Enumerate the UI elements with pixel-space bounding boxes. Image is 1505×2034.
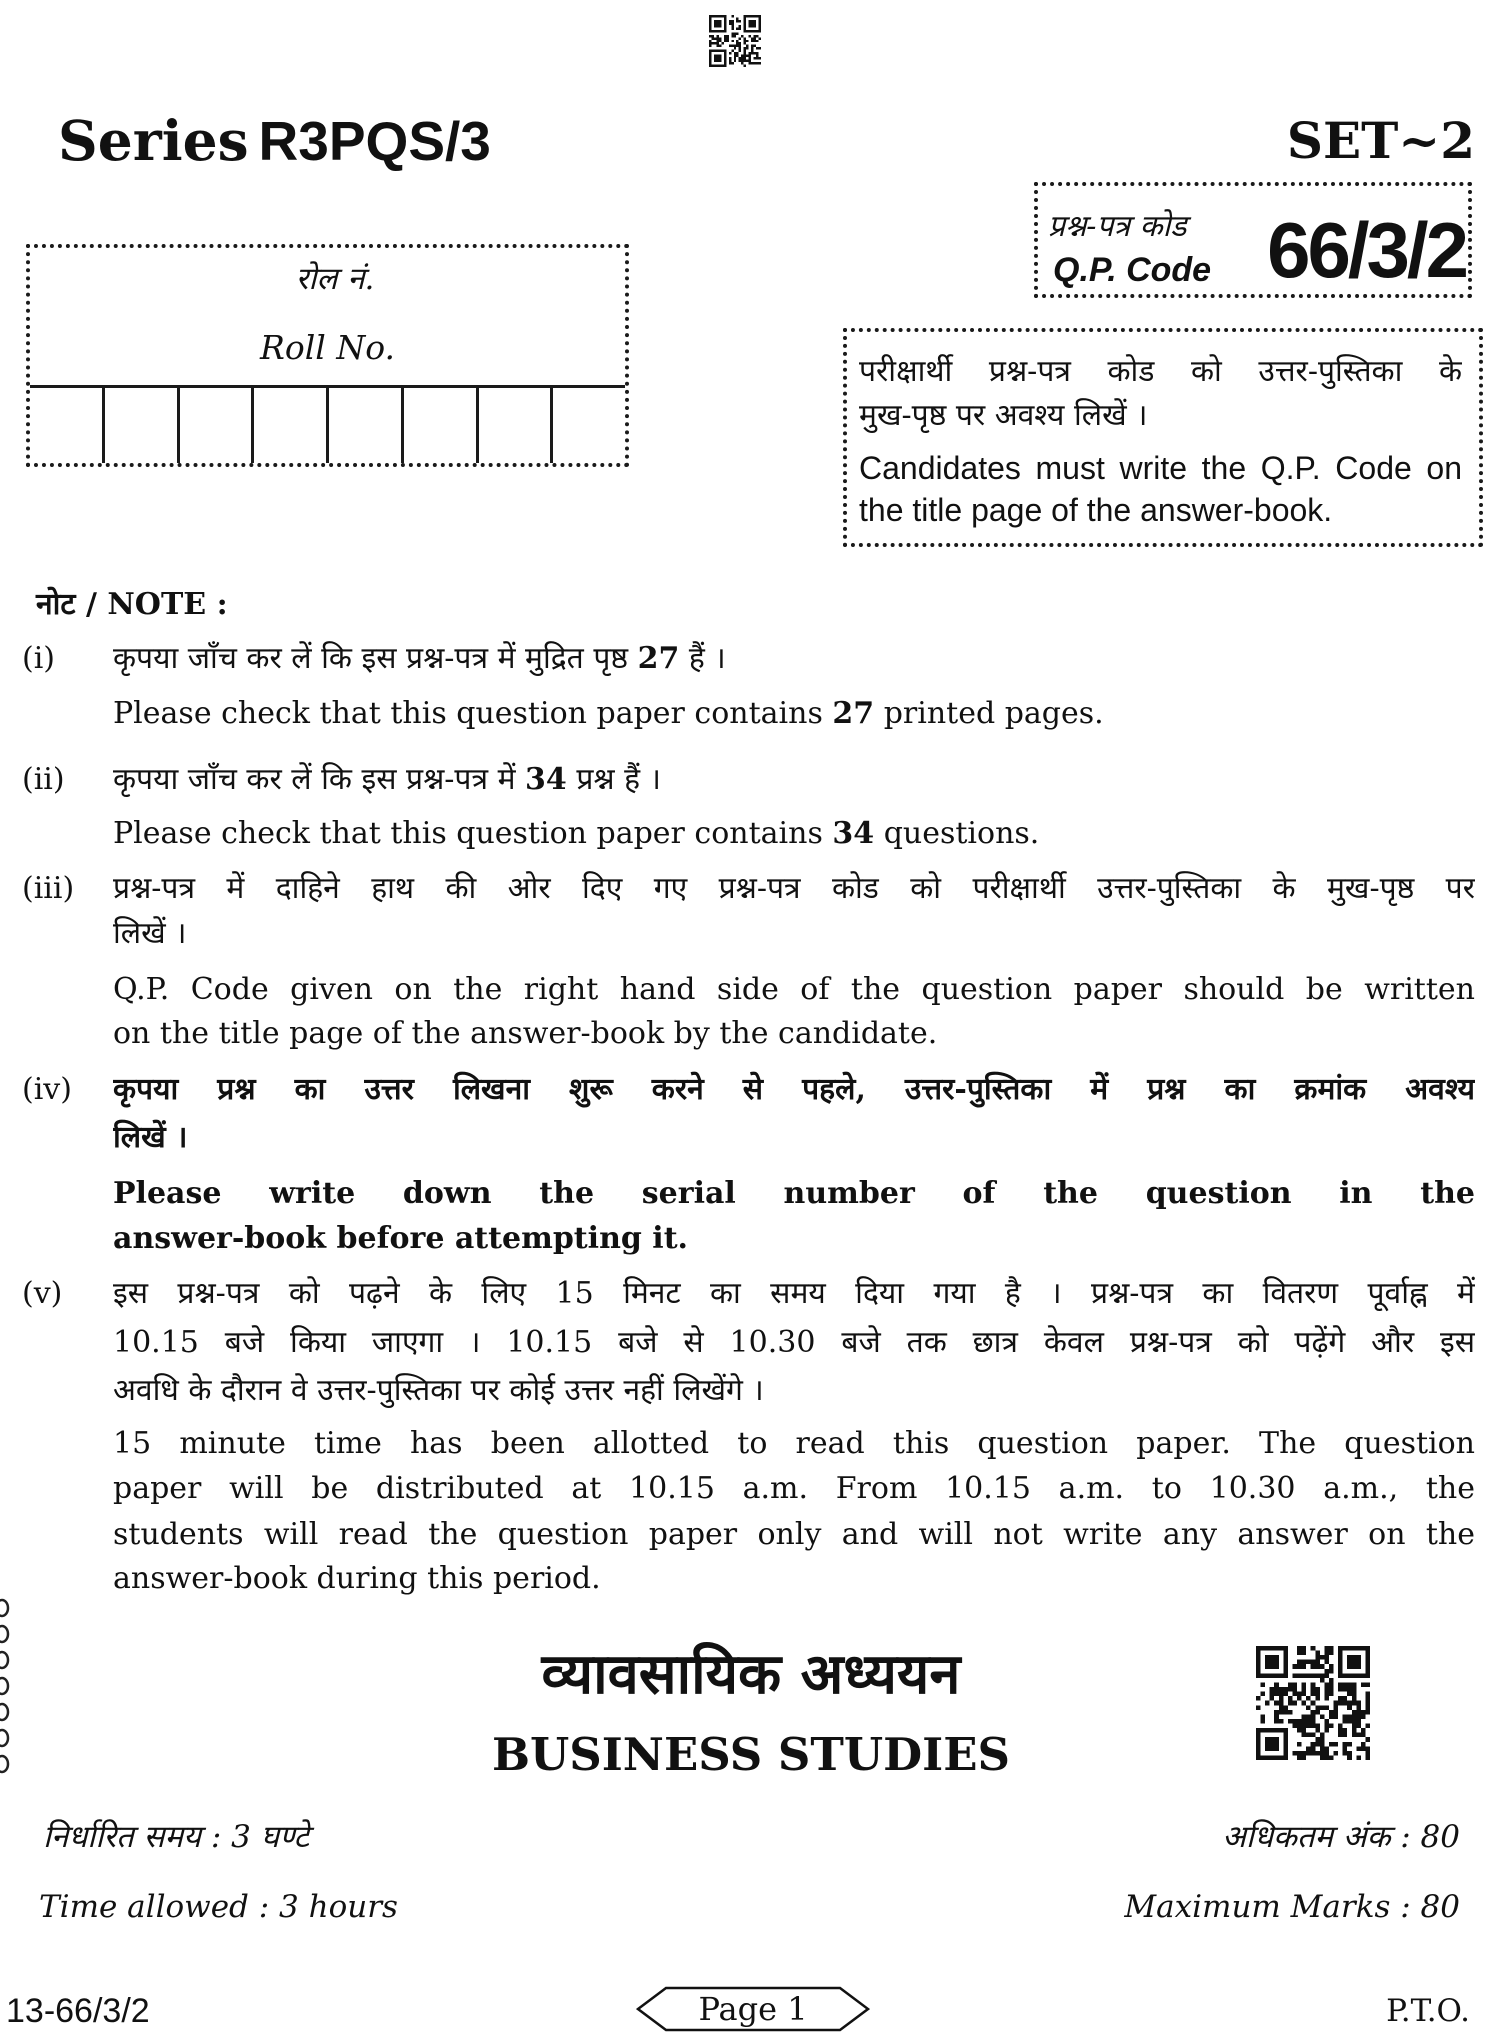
- roll-number-cells: [30, 385, 625, 463]
- page-number-badge: [636, 1986, 870, 2032]
- note-line-english: Please write down the serial number of the question in the: [113, 1176, 1475, 1211]
- note-line-english: on the title page of the answer-book by the candidate.: [113, 1016, 938, 1051]
- qp-code-label-hindi: प्रश्न-पत्र कोड: [1048, 209, 1187, 244]
- roll-number-cell: [251, 388, 326, 463]
- note-item-label: (v): [22, 1276, 63, 1311]
- roll-number-cell: [550, 388, 625, 463]
- note-item-label: (iv): [22, 1072, 72, 1107]
- note-item-label: (ii): [22, 762, 65, 797]
- candidate-notice-line-hindi: मुख-पृष्ठ पर अवश्य लिखें ।: [859, 398, 1148, 433]
- series-heading: [58, 108, 491, 174]
- note-text: कृपया जाँच कर लें कि इस प्रश्न-पत्र में मुद्रित पृष्ठ: [113, 641, 638, 676]
- pto-label: P.T.O.: [1386, 1993, 1470, 2029]
- note-line-hindi: लिखें ।: [113, 1120, 188, 1155]
- roll-number-box: [26, 244, 629, 467]
- candidate-notice-box: [843, 328, 1483, 547]
- note-line-hindi: लिखें ।: [113, 916, 187, 951]
- note-text: कृपया जाँच कर लें कि इस प्रश्न-पत्र में: [113, 762, 526, 797]
- note-text: Please check that this question paper contains: [113, 696, 833, 731]
- qp-code-box: [1034, 182, 1472, 298]
- roll-number-cell: [476, 388, 551, 463]
- note-line-english: [113, 812, 1475, 856]
- roll-number-cell: [326, 388, 401, 463]
- max-marks-hindi: अधिकतम अंक : 80: [1222, 1819, 1460, 1855]
- subject-qr-code-icon: [1256, 1646, 1370, 1760]
- note-line-hindi: [113, 758, 1475, 802]
- note-line-english: Q.P. Code given on the right hand side of the question paper should be written: [113, 972, 1475, 1007]
- note-bold-number: 34: [525, 762, 567, 797]
- note-bold-number: 27: [637, 641, 680, 676]
- note-line-hindi: प्रश्न-पत्र में दाहिने हाथ की ओर दिए गए प्रश्न-पत्र कोड को परीक्षार्थी उत्तर-पुस्तिका के मुख-पृष्ठ पर: [113, 871, 1475, 906]
- page-number: Page 1: [698, 1990, 808, 2028]
- note-line-hindi: कृपया प्रश्न का उत्तर लिखना शुरू करने से पहले, उत्तर-पुस्तिका में प्रश्न का क्रमांक अवश्य: [113, 1072, 1475, 1107]
- roll-number-label-hindi: रोल नं.: [295, 261, 375, 297]
- subject-title: BUSINESS STUDIES: [491, 1728, 1011, 1781]
- note-text: printed pages.: [874, 696, 1104, 731]
- note-text: हैं ।: [679, 641, 726, 676]
- max-marks: Maximum Marks : 80: [1124, 1889, 1460, 1925]
- note-line-english: 15 minute time has been allotted to read this question paper. The question: [113, 1426, 1475, 1461]
- set-number: SET~2: [1286, 111, 1475, 170]
- qp-code-value: 66/3/2: [1267, 206, 1466, 294]
- candidate-notice-line-hindi: परीक्षार्थी प्रश्न-पत्र कोड को उत्तर-पुस्तिका के: [859, 354, 1462, 389]
- note-line-english: paper will be distributed at 10.15 a.m. From 10.15 a.m. to 10.30 a.m., the: [113, 1471, 1475, 1506]
- qp-code-label: Q.P. Code: [1053, 251, 1212, 289]
- paper-code-footer: 13-66/3/2: [6, 1992, 150, 2030]
- note-text: questions.: [874, 816, 1040, 851]
- candidate-notice-line: Candidates must write the Q.P. Code on: [859, 450, 1462, 486]
- note-line-hindi: इस प्रश्न-पत्र को पढ़ने के लिए 15 मिनट का समय दिया गया है । प्रश्न-पत्र का वितरण पूर्वाह्न में: [113, 1276, 1475, 1311]
- note-line-hindi: अवधि के दौरान वे उत्तर-पुस्तिका पर कोई उत्तर नहीं लिखेंगे ।: [113, 1373, 764, 1408]
- top-qr-code-icon: [709, 15, 761, 67]
- series-label: Series: [58, 108, 249, 173]
- roll-number-cell: [177, 388, 252, 463]
- note-item-label: (iii): [22, 871, 75, 906]
- roll-number-cell: [102, 388, 177, 463]
- note-line-hindi: [113, 637, 1475, 681]
- roll-number-cell: [30, 388, 102, 463]
- roll-number-cell: [401, 388, 476, 463]
- note-text: Please check that this question paper contains: [113, 816, 833, 851]
- candidate-notice-line: the title page of the answer-book.: [859, 492, 1333, 528]
- series-code: R3PQS/3: [258, 110, 491, 172]
- note-text: प्रश्न हैं ।: [566, 762, 661, 797]
- subject-title-hindi: व्यावसायिक अध्ययन: [541, 1641, 961, 1707]
- time-allowed: Time allowed : 3 hours: [39, 1889, 398, 1925]
- note-line-english: [113, 692, 1475, 736]
- note-line-hindi: 10.15 बजे किया जाएगा । 10.15 बजे से 10.30 बजे तक छात्र केवल प्रश्न-पत्र को पढ़ेंगे और इस: [113, 1325, 1475, 1360]
- note-line-english: students will read the question paper only and will not write any answer on the: [113, 1517, 1475, 1552]
- roll-number-label: Roll No.: [260, 328, 395, 367]
- note-bold-number: 34: [832, 816, 875, 851]
- time-allowed-hindi: निर्धारित समय : 3 घण्टे: [43, 1819, 310, 1855]
- note-item-label: (i): [22, 641, 56, 676]
- note-line-english: answer-book during this period.: [113, 1561, 601, 1596]
- note-bold-number: 27: [832, 696, 875, 731]
- note-heading: नोट / NOTE :: [36, 587, 228, 622]
- note-line-english: answer-book before attempting it.: [113, 1221, 688, 1256]
